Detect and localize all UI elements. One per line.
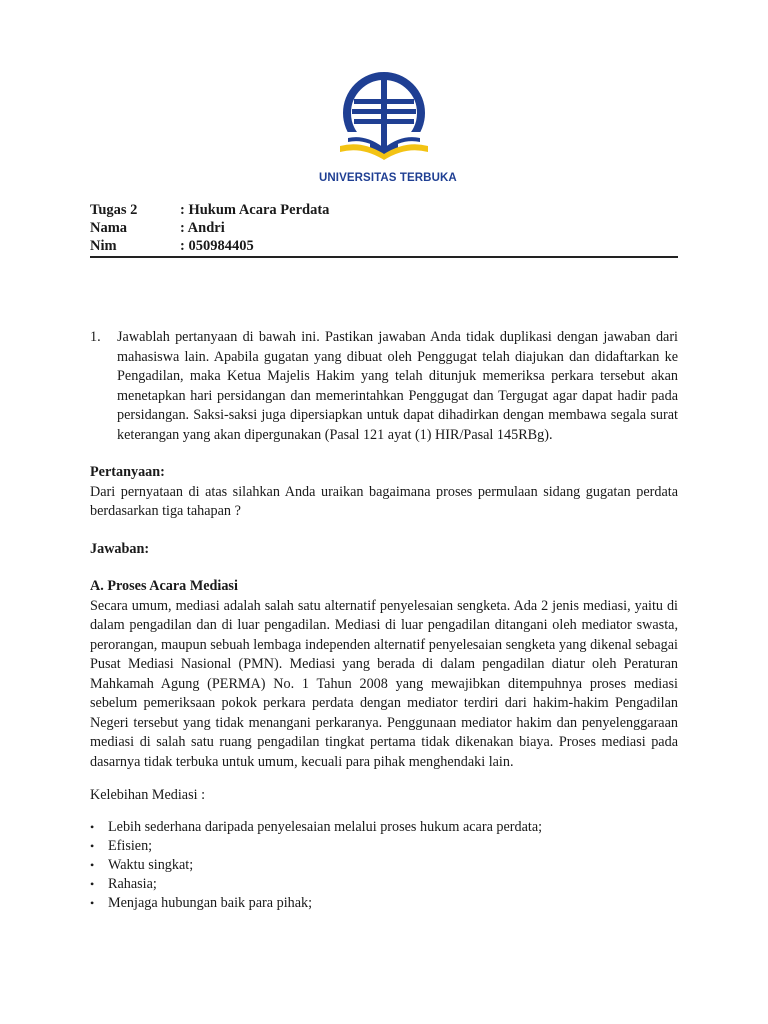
list-item — [90, 837, 678, 856]
list-item-text: Menjaga hubungan baik para pihak; — [108, 894, 313, 911]
bullet-icon: • — [90, 857, 95, 872]
list-item-text: Waktu singkat; — [108, 856, 194, 873]
bullet-icon: • — [90, 838, 95, 853]
info-row-nim — [90, 237, 680, 255]
list-item — [90, 894, 678, 913]
list-item-text: Rahasia; — [108, 875, 157, 892]
bullet-icon: • — [90, 876, 95, 891]
list-item-text: Lebih sederhana daripada penyelesaian melalui proses hukum acara perdata; — [108, 818, 543, 835]
info-value: : 050984405 — [180, 238, 254, 254]
info-value: : Hukum Acara Perdata — [180, 202, 330, 218]
pertanyaan-heading: Pertanyaan: — [90, 464, 165, 480]
question-number: 1. — [90, 329, 101, 345]
student-info — [90, 201, 680, 255]
universitas-terbuka-emblem-icon — [334, 72, 434, 168]
info-value: : Andri — [180, 220, 225, 236]
university-name: UNIVERSITAS TERBUKA — [319, 172, 457, 184]
kelebihan-heading: Kelebihan Mediasi : — [90, 787, 206, 803]
list-item-text: Efisien; — [108, 837, 153, 854]
list-item — [90, 856, 678, 875]
question-item — [90, 328, 678, 445]
pertanyaan-text: Dari pernyataan di atas silahkan Anda uraikan bagaimana proses permulaan sidang gugatan perdata berdasarkan tiga tahapan ? — [90, 483, 678, 519]
question-text: Jawablah pertanyaan di bawah ini. Pastikan jawaban Anda tidak duplikasi dengan jawaban dari mahasiswa lain. Apabila gugatan yang dibuat oleh Penggugat telah diajukan dan didaftarkan ke Pengadilan, maka Ketua Majelis Hakim yang telah ditunjuk memeriksa perkara tersebut akan menetapkan hari persidangan dan memerintahkan Penggugat dan Tergugat agar dapat hadir pada persidangan. Saksi-saksi juga dipersiapkan untuk dapat dihadirkan dengan membawa segala surat keterangan yang akan dipergunakan (Pasal 121 ayat (1) HIR/Pasal 145RBg). — [117, 329, 678, 443]
list-item — [90, 875, 678, 894]
info-label: Nama — [90, 220, 128, 236]
pertanyaan-section — [90, 463, 678, 522]
info-row-name — [90, 219, 680, 237]
info-label: Nim — [90, 238, 117, 254]
section-a-text: Secara umum, mediasi adalah salah satu alternatif penyelesaian sengketa. Ada 2 jenis mediasi, yaitu di dalam pengadilan dan di luar pengadilan. Mediasi di luar pengadilan ditangani oleh mediator swasta, perorangan, maupun sebuah lembaga independen alternatif penyelesaian sengketa yang dikenal sebagai Pusat Mediasi Nasional (PMN). Mediasi yang berada di dalam pengadilan diatur oleh Peraturan Mahkamah Agung (PERMA) No. 1 Tahun 2008 yang mewajibkan ditempuhnya proses mediasi sebelum pemeriksaan pokok perkara perdata dengan mediator terdiri dari hakim-hakim Pengadilan Negeri tersebut yang tidak menangani perkaranya. Penggunaan mediator hakim dan penyelenggaraan mediasi di salah satu ruang pengadilan tingkat pertama tidak dikenakan biaya. Proses mediasi pada dasarnya tidak terbuka untuk umum, kecuali para pihak menghendaki lain. — [90, 597, 678, 770]
header-divider — [90, 256, 678, 258]
bullet-icon: • — [90, 895, 95, 910]
kelebihan-list — [90, 818, 678, 913]
document-body — [90, 328, 678, 913]
list-item — [90, 818, 678, 837]
section-a-heading: A. Proses Acara Mediasi — [90, 578, 238, 594]
bullet-icon: • — [90, 819, 95, 834]
section-a — [90, 577, 678, 772]
jawaban-heading: Jawaban: — [90, 540, 150, 557]
info-label: Tugas 2 — [90, 202, 138, 218]
info-row-task — [90, 201, 680, 219]
university-logo — [319, 72, 457, 184]
